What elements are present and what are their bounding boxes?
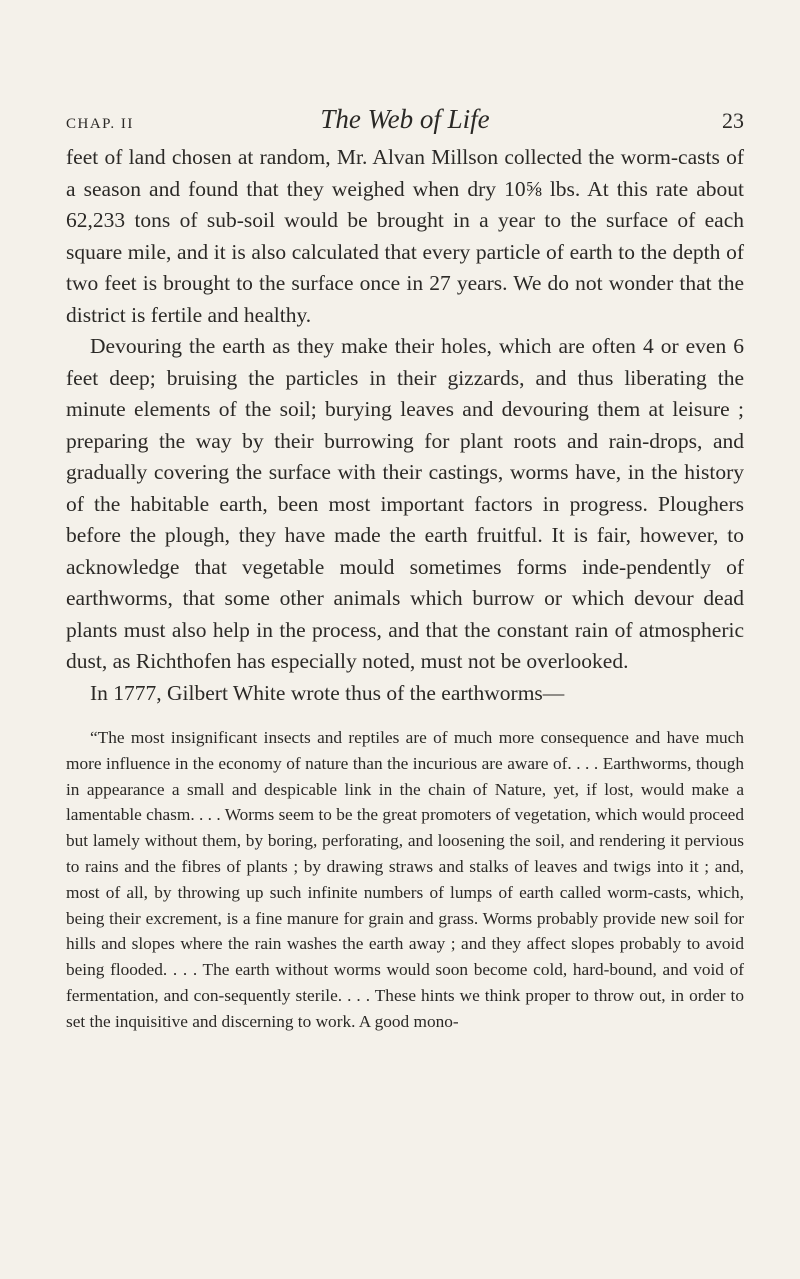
block-quote: “The most insignificant insects and reptiles are of much more consequence and have much more influence in the economy of nature than the incurious are aware of. . . . Earthworms, though in appearance a small and despicable link in the chain of Nature, yet, if lost, would make a lamentable chasm. . . . Worms seem to be the great promoters of vegetation, which would proceed but lamely without them, by boring, perforating, and loosening the soil, and rendering it pervious to rains and the fibres of plants ; by drawing straws and stalks of leaves and twigs into it ; and, most of all, by throwing up such infinite numbers of lumps of earth called worm-casts, which, being their excrement, is a fine manure for grain and grass. Worms probably provide new soil for hills and slopes where the rain washes the earth away ; and they affect slopes probably to avoid being flooded. . . . The earth without worms would soon become cold, hard-bound, and void of fermentation, and con-sequently sterile. . . . These hints we think proper to throw out, in order to set the inquisitive and discerning to work. A good mono- <box>66 728 744 1031</box>
running-header <box>66 86 744 134</box>
page-number: 23 <box>722 108 744 133</box>
paragraph-3: In 1777, Gilbert White wrote thus of the earthworms— <box>90 680 565 705</box>
chapter-label: CHAP. II <box>66 116 134 132</box>
body-text <box>66 142 744 709</box>
book-page <box>66 86 744 1035</box>
running-title: The Web of Life <box>320 104 490 134</box>
paragraph-1: feet of land chosen at random, Mr. Alvan Millson collected the worm-casts of a season and found that they weighed when dry 10⅝ lbs. At this rate about 62,233 tons of sub-soil would be brought in a year to the surface of each square mile, and it is also calculated that every particle of earth to the depth of two feet is brought to the surface once in 27 years. We do not wonder that the district is fertile and healthy. <box>66 145 744 327</box>
paragraph-2: Devouring the earth as they make their holes, which are often 4 or even 6 feet deep; bruising the particles in their gizzards, and thus liberating the minute elements of the soil; burying leaves and devouring them at leisure ; preparing the way by their burrowing for plant roots and rain-drops, and gradually covering the surface with their castings, worms have, in the history of the habitable earth, been most important factors in progress. Ploughers before the plough, they have made the earth fruitful. It is fair, however, to acknowledge that vegetable mould sometimes forms inde-pendently of earthworms, that some other animals which burrow or which devour dead plants must also help in the process, and that the constant rain of atmospheric dust, as Richthofen has especially noted, must not be overlooked. <box>66 334 744 673</box>
